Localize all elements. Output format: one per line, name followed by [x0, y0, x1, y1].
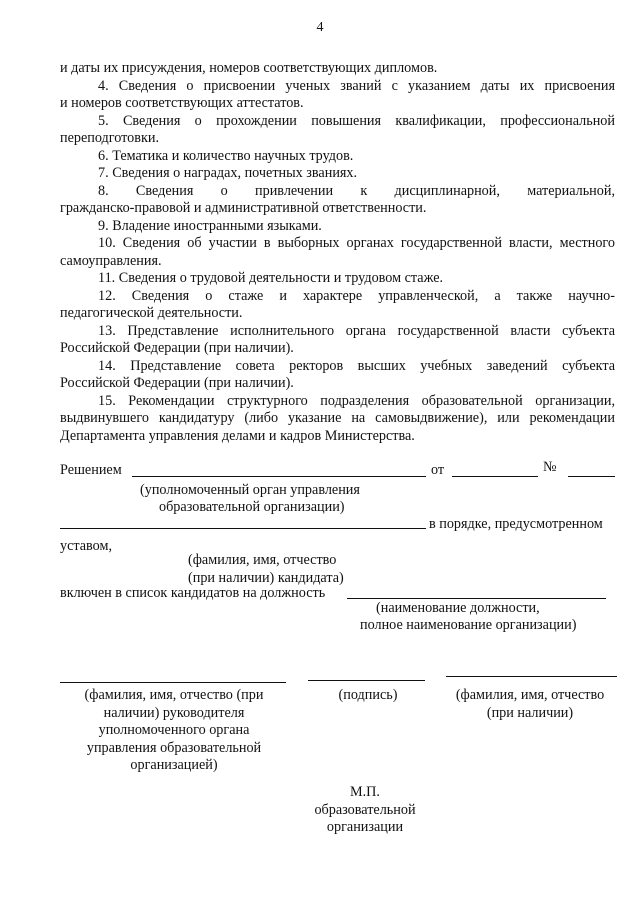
number-field[interactable] [568, 476, 615, 477]
item-15-line-1: 15. Рекомендации структурного подразделения образовательной организации, [98, 392, 615, 409]
included-text: включен в список кандидатов на должность [60, 585, 326, 601]
stamp-label: М.П. [350, 784, 380, 800]
position-hint-line-2: полное наименование организации) [360, 617, 577, 633]
authority-hint-line-1: (уполномоченный орган управления [140, 482, 360, 498]
item-10-line-1: 10. Сведения об участии в выборных органах государственной власти, местного [98, 235, 615, 251]
item-14-line-1: 14. Представление совета ректоров высших учебных заведений субъекта [98, 357, 615, 374]
stamp-line-2: образовательной [314, 801, 416, 818]
item-13-line-2: Российской Федерации (при наличии). [60, 340, 294, 356]
item-14-line-2: Российской Федерации (при наличии). [60, 375, 294, 391]
item-15-line-3: Департамента управления делами и кадров Министерства. [60, 427, 415, 444]
candidate-hint-line-1: (фамилия, имя, отчество [188, 552, 337, 568]
item-13-line-1: 13. Представление исполнительного органа государственной власти субъекта [98, 322, 615, 339]
item-7: 7. Сведения о наградах, почетных званиях. [98, 165, 358, 181]
item-12-line-1: 12. Сведения о стаже и характере управленческой, а также научно- [98, 287, 615, 304]
item-4-line-2: и номеров соответствующих аттестатов. [60, 95, 304, 111]
authority-field[interactable] [132, 476, 426, 477]
signature-hint: (подпись) [338, 687, 398, 703]
item-12-line-2: педагогической деятельности. [60, 305, 243, 321]
item-5-line-2: переподготовки. [60, 130, 159, 146]
item-15-line-2: выдвинувшего кандидатуру (либо указание на самовыдвижение), или рекомендации [60, 410, 615, 426]
item-3-continuation: и даты их присуждения, номеров соответствующих дипломов. [60, 60, 438, 76]
head-hint-line-2: наличии) руководителя [103, 704, 245, 721]
item-5-line-1: 5. Сведения о прохождении повышения квалификации, профессиональной [98, 112, 615, 129]
position-field[interactable] [347, 598, 606, 599]
head-hint-line-1: (фамилия, имя, отчество (при [84, 687, 264, 703]
name-field[interactable] [446, 676, 617, 677]
item-10-line-2: самоуправления. [60, 252, 162, 269]
item-4-line-1: 4. Сведения о присвоении ученых званий с указанием даты их присвоения [98, 77, 615, 94]
head-name-field[interactable] [60, 682, 286, 683]
position-hint-line-1: (наименование должности, [376, 600, 540, 616]
number-label: № [543, 459, 557, 475]
item-9: 9. Владение иностранными языками. [98, 217, 322, 234]
head-hint-line-3: уполномоченного органа [98, 722, 250, 738]
document-body [60, 60, 615, 445]
authority-field-continuation[interactable] [60, 528, 426, 529]
stamp-place [290, 784, 440, 837]
item-8-line-1: 8. Сведения о привлечении к дисциплинарной, материальной, [98, 182, 615, 199]
name-hint-line-2: (при наличии) [486, 704, 574, 721]
authority-hint-line-2: образовательной организации) [159, 499, 345, 515]
decision-label: Решением [60, 462, 122, 478]
date-field[interactable] [452, 476, 538, 477]
head-hint-line-4: управления образовательной [86, 739, 262, 756]
stamp-line-3: организации [326, 819, 404, 835]
item-11: 11. Сведения о трудовой деятельности и трудовом стаже. [98, 270, 444, 286]
name-hint-line-1: (фамилия, имя, отчество [455, 687, 605, 703]
page-number: 4 [316, 20, 324, 35]
date-label: от [431, 462, 445, 478]
charter-text: уставом, [60, 538, 113, 554]
head-hint-line-5: организацией) [130, 757, 218, 773]
signature-field[interactable] [308, 680, 425, 681]
name-hint [440, 687, 620, 722]
order-text: в порядке, предусмотренном [429, 516, 603, 532]
item-8-line-2: гражданско-правовой и административной ответственности. [60, 200, 427, 216]
candidate-hint-line-2: (при наличии) кандидата) [188, 570, 344, 586]
head-hint [60, 687, 288, 775]
item-6: 6. Тематика и количество научных трудов. [98, 147, 354, 164]
